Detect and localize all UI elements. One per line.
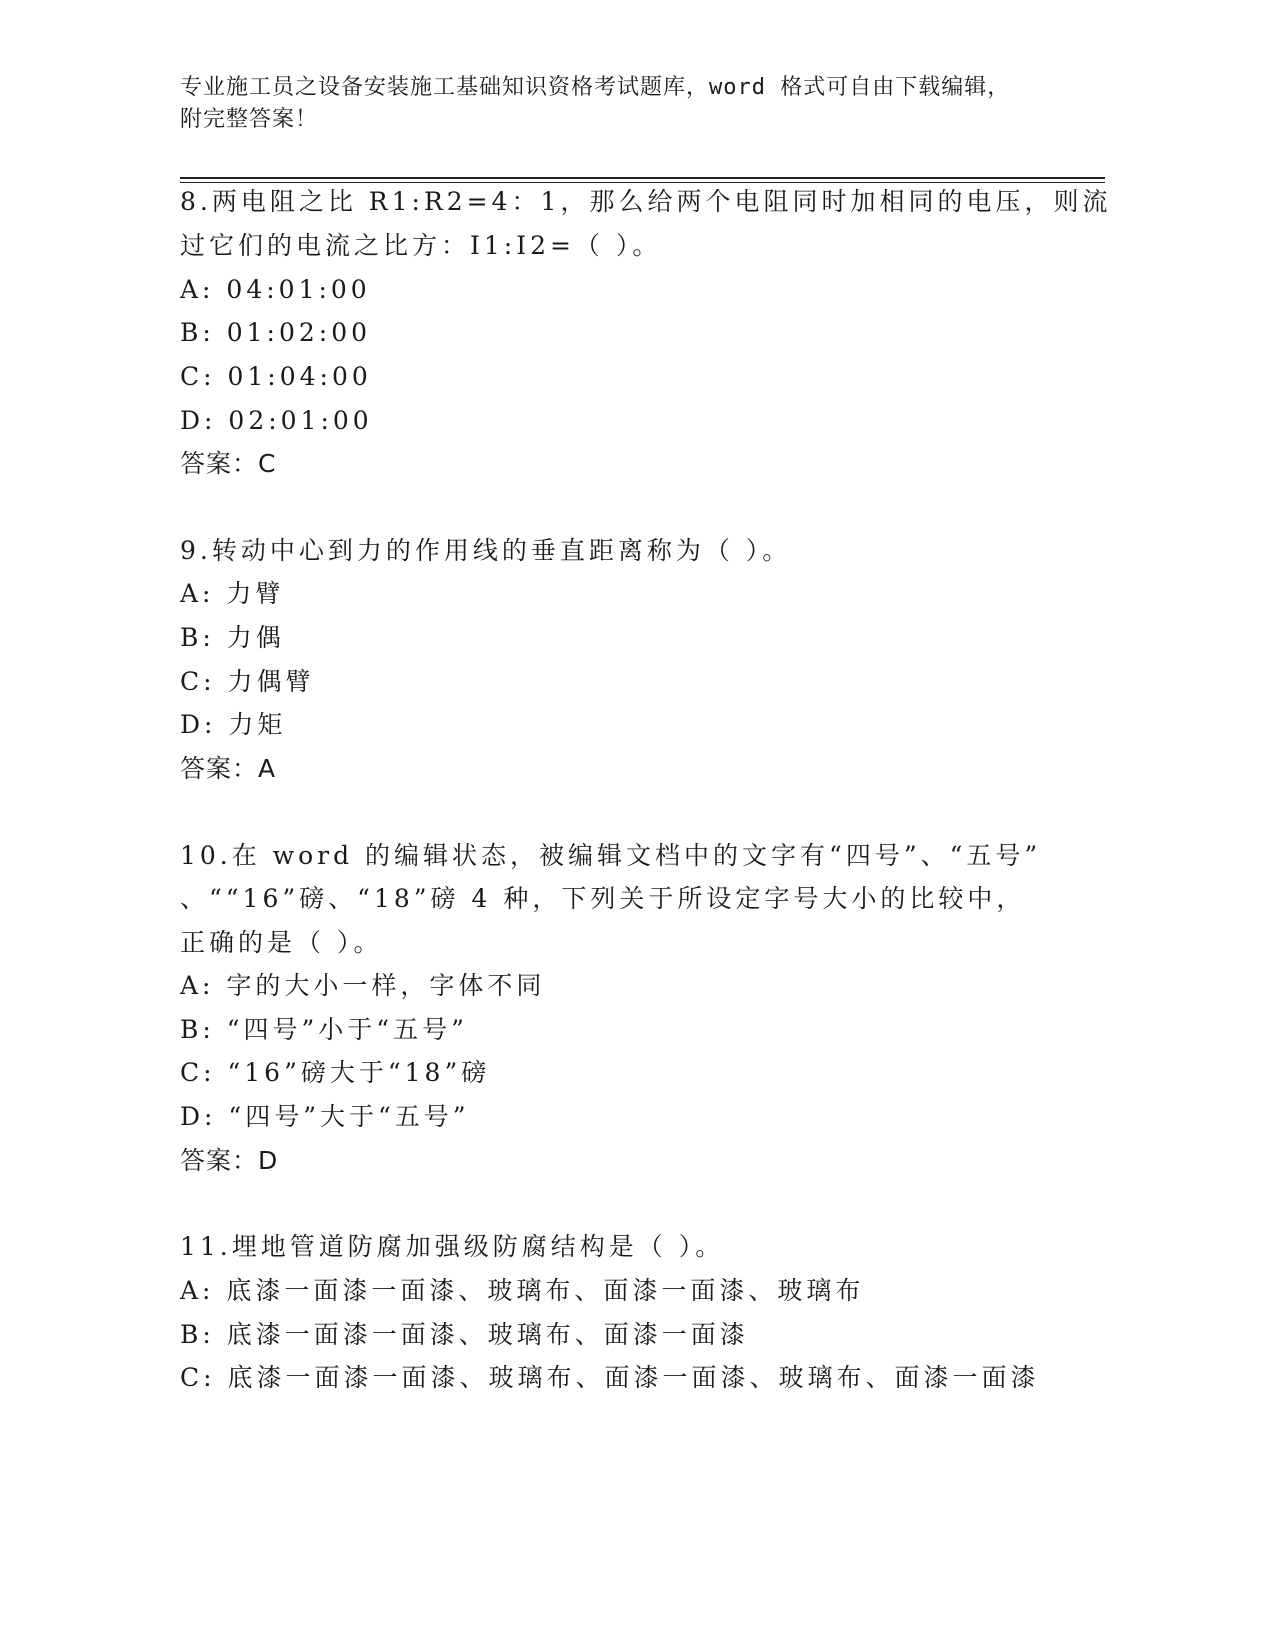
question-10-option-b: B: “四号”小于“五号”: [180, 1015, 468, 1044]
header-divider-thick: [180, 177, 1105, 179]
question-8-option-d: D: 02:01:00: [180, 406, 373, 435]
question-8-option-b: B: 01:02:00: [180, 318, 372, 347]
question-11-stem-line-1: 11.埋地管道防腐加强级防腐结构是（ ）。: [180, 1232, 725, 1261]
header-divider-thin: [180, 182, 1105, 183]
question-9-option-b: B: 力偶: [180, 623, 285, 652]
question-9-option-a: A: 力臂: [180, 579, 285, 608]
question-8-answer: 答案：C: [180, 449, 277, 478]
question-10-option-a: A: 字的大小一样，字体不同: [180, 971, 546, 1000]
question-10-option-c: C: “16”磅大于“18”磅: [180, 1058, 491, 1087]
question-10-stem-line-3: 正确的是（ ）。: [180, 928, 383, 957]
question-11-option-c: C: 底漆一面漆一面漆、玻璃布、面漆一面漆、玻璃布、面漆一面漆: [180, 1363, 1040, 1392]
document-header: [180, 72, 1050, 136]
question-9-answer: 答案：A: [180, 754, 277, 783]
question-8-stem-line-2: 过它们的电流之比方：I1:I2=（ ）。: [180, 231, 662, 260]
question-9-option-d: D: 力矩: [180, 710, 287, 739]
question-8-option-a: A: 04:01:00: [180, 275, 371, 304]
question-10-answer: 答案：D: [180, 1146, 279, 1175]
question-11-option-b: B: 底漆一面漆一面漆、玻璃布、面漆一面漆: [180, 1320, 749, 1349]
question-8-stem-line-1: 8.两电阻之比 R1:R2=4：1，那么给两个电阻同时加相同的电压，则流: [180, 187, 1112, 216]
question-9-option-c: C: 力偶臂: [180, 667, 315, 696]
question-8-option-c: C: 01:04:00: [180, 362, 372, 391]
question-10-option-d: D: “四号”大于“五号”: [180, 1102, 470, 1131]
question-11-option-a: A: 底漆一面漆一面漆、玻璃布、面漆一面漆、玻璃布: [180, 1276, 865, 1305]
question-9-stem-line-1: 9.转动中心到力的作用线的垂直距离称为（ ）。: [180, 536, 792, 565]
question-10-stem-line-2: 、““16”磅、“18”磅 4 种，下列关于所设定字号大小的比较中，: [180, 884, 1026, 913]
header-line-2: 附完整答案！: [180, 107, 319, 132]
question-10-stem-line-1: 10.在 word 的编辑状态，被编辑文档中的文字有“四号”、“五号”: [180, 841, 1042, 870]
header-line-1: 专业施工员之设备安装施工基础知识资格考试题库，word 格式可自由下载编辑，: [180, 75, 1011, 100]
